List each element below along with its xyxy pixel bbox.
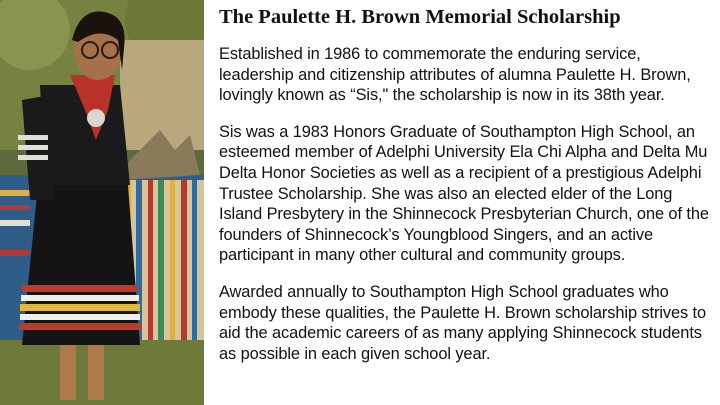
paragraph-award: Awarded annually to Southampton High School graduates who embody these qualities, the Paulette H. Brown scholarship strives to aid the academic careers of as many applying Shinnecock students as possible in each given school year. xyxy=(219,282,706,363)
scholarship-text xyxy=(219,4,714,380)
page-title: The Paulette H. Brown Memorial Scholarship xyxy=(219,6,621,28)
paragraph-established: Established in 1986 to commemorate the enduring service, leadership and citizenship attributes of alumna Paulette H. Brown, lovingly known as “Sis," the scholarship is now in its 38th year. xyxy=(219,45,691,105)
paragraph-biography: Sis was a 1983 Honors Graduate of Southampton High School, an esteemed member of Adelphi University Ela Chi Alpha and Delta Mu Delta Honor Societies as well as a recipient of a prestigious Adelphi Trustee Scholarship. She was also an elected elder of the Long Island Presbytery in the Shinnecock Presbyterian Church, one of the founders of Shinnecock’s Youngblood Singers, and an active participant in many other cultural and community groups. xyxy=(219,122,709,265)
portrait-photo xyxy=(0,0,204,405)
